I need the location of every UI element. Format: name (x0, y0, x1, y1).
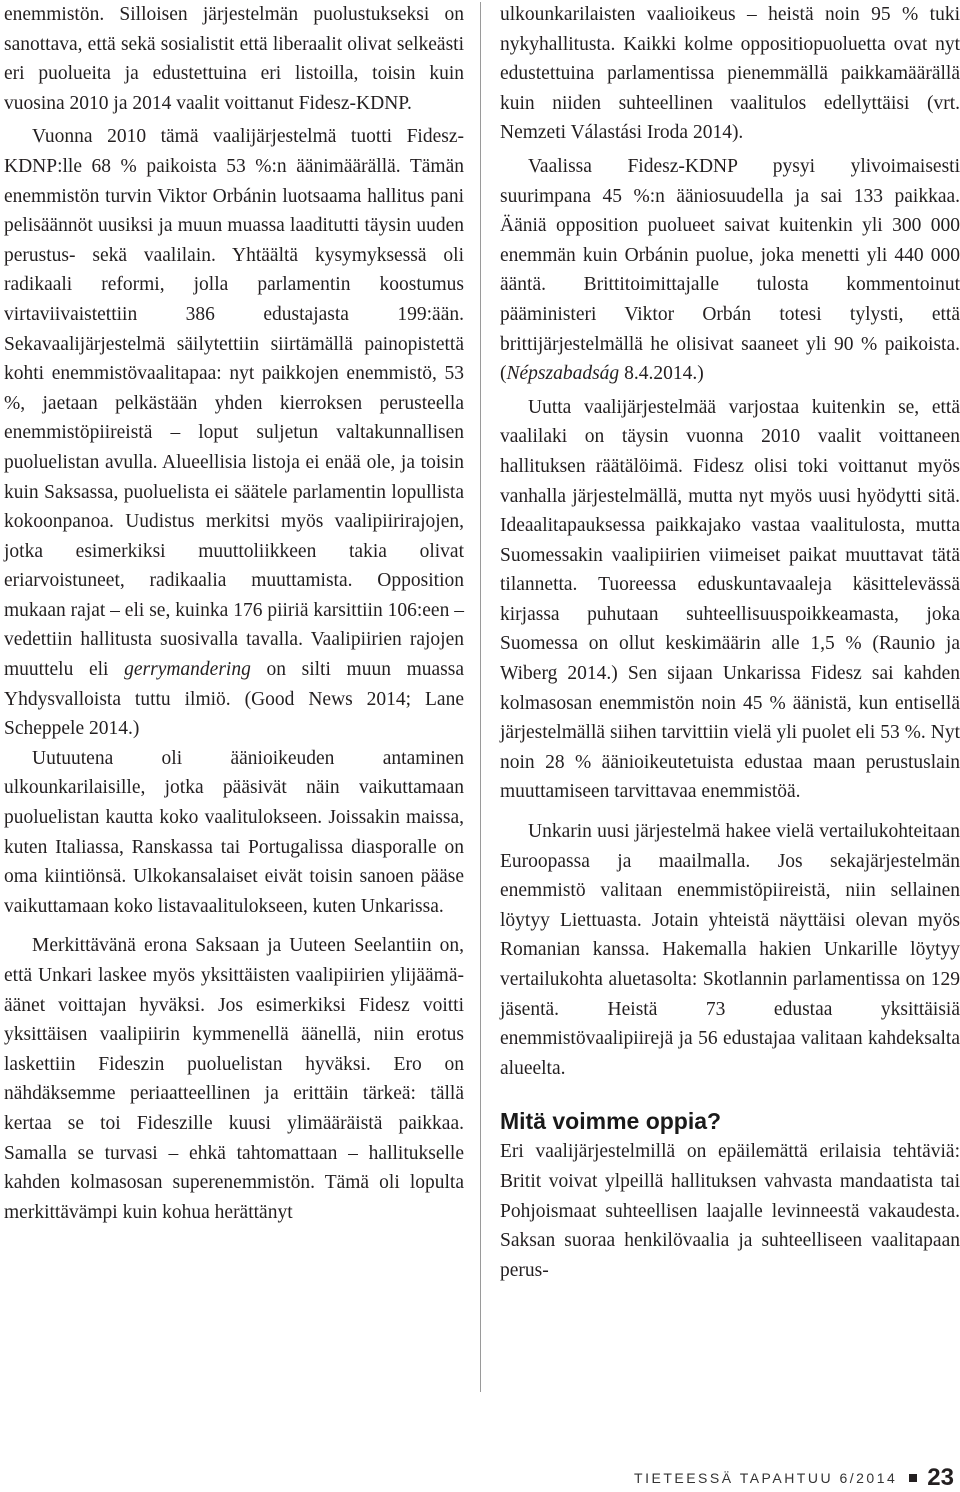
right-paragraph-5: Eri vaalijärjestelmillä on epäilemättä erilaisia tehtäviä: Britit voivat ylpeillä hallituksen vahvasta mandaatista tai Pohjoismaat suhteellisen laajalle levinneestä vakaudesta. Saksan suoraa henkilövaalia ja suhteelliseen vaalitapaan perus- (500, 1141, 960, 1281)
left-paragraph-3: Uutuutena oli äänioikeuden antaminen ulkounkarilaisille, jotka pääsivät näin vaikuttamaan puoluelistan kautta koko vaalitulokseen. Joissakin maissa, kuten Italiassa, Ranskassa tai Portugalissa diasporalle on oma kiintiönsä. Ulkokansalaiset eivät toisin sanoen pääse vaikuttamaan koko listavaalitulokseen, kuten Unkarissa. (4, 747, 464, 917)
section-heading: Mitä voimme oppia? (500, 1108, 722, 1135)
left-column (4, 0, 464, 1227)
column-divider (480, 2, 481, 1392)
right-paragraph-3: Uutta vaalijärjestelmää varjostaa kuitenkin se, että vaalilaki on täysin vuonna 2010 vaalit voittaneen hallituksen räätälöimä. Fidesz olisi toki voittanut myös vanhalla järjestelmällä, mutta nyt myös uusi hyödytti sitä. Ideaalitapauksessa paikkajako vastaa vaalitulosta, mutta Suomessakin vaalipiirien viimeiset paikat muuttavat tätä tilannetta. Tuoreessa eduskuntavaaleja käsittelevässä kirjassa puhutaan suhteellisuuspoikkeamasta, joka Suomessa on ollut keskimäärin alle 1,5 % (Raunio ja Wiberg 2014.) Sen sijaan Unkarissa Fidesz sai kahden kolmasosan enemmistön noin 45 % äänistä, kun entisellä järjestelmällä siihen tarvittiin vielä yli puolet eli 53 %. Nyt noin 28 % äänioikeutetuista edustaa maan perustuslain muuttamiseen tarvittavaa enemmistöä. (500, 396, 960, 803)
right-paragraph-2: Vaalissa Fidesz-KDNP pysyi ylivoimaisesti suurimpana 45 %:n ääniosuudella ja sai 133 paikkaa. Ääniä opposition puolueet saivat kuitenkin yli 300 000 enemmän kuin Orbánin puolue, joka menetti yli 440 000 ääntä. Brittitoimittajalle tulosta kommentoinut pääministeri Viktor Orbán totesi tylysti, että brittijärjestelmällä he olisivat saaneet yli 90 % paikoista. (Népszabadság 8.4.2014.) (500, 155, 960, 385)
right-paragraph-1: ulkounkarilaisten vaalioikeus – heistä noin 95 % tuki nykyhallitusta. Kaikki kolme oppositiopuoluetta ovat nyt edustettuina parlamentissa pienemmällä paikkamäärällä kuin niiden suhteellinen vaalitulos edellyttäisi (vrt. Nemzeti Válastási Iroda 2014). (500, 4, 960, 144)
journal-name: TIETEESSÄ TAPAHTUU 6/2014 (634, 1470, 898, 1486)
left-paragraph-1: enemmistön. Silloisen järjestelmän puolustukseksi on sanottava, että sekä sosialistit että liberaalit olivat selkeästi eri puolueita ja edustettuina eri listoilla, toisin kuin vuosina 2010 ja 2014 vaalit voittanut Fidesz-KDNP. (4, 4, 464, 114)
right-column (500, 0, 960, 1285)
square-bullet-icon (909, 1474, 917, 1482)
page-number: 23 (927, 1464, 954, 1491)
left-paragraph-2: Vuonna 2010 tämä vaalijärjestelmä tuotti Fidesz-KDNP:lle 68 % paikoista 53 %:n äänimäärällä. Tämän enemmistön turvin Viktor Orbánin luotsaama hallitus pani pelisäännöt uusiksi ja muun muassa laaditutti täysin uuden perustus- sekä vaalilain. Yhtäältä kysymyksessä oli radikaali reformi, jolla parlamentin koostumus virtaviivaistettiin 386 edustajasta 199:ään. Sekavaalijärjestelmä säilytettiin siirtämällä painopistettä kohti enemmistövaalitapaa: nyt paikkojen enemmistö, 53 %, jaetaan pelkästään yhden kierroksen perusteella enemmistöpiireistä – loput suljetun valtakunnallisen puoluelistan avulla. Alueellisia listoja ei enää ole, ja toisin kuin Saksassa, puoluelista ei säätele parlamentin lopullista kokoonpanoa. Uudistus merkitsi myös vaalipiirirajojen, jotka esimerkiksi muuttoliikkeen takia olivat eriarvoistuneet, radikaalia muuttamista. Opposition mukaan rajat – eli se, kuinka 176 piiriä karsittiin 106:een – vedettiin hallitusta suosivalla tavalla. Vaalipiirien rajojen muuttelu eli gerrymandering on silti muun muassa Yhdysvalloista tuttu ilmiö. (Good News 2014; Lane Scheppele 2014.) (4, 126, 464, 740)
page-footer (634, 1464, 954, 1492)
right-paragraph-4: Unkarin uusi järjestelmä hakee vielä vertailukohteitaan Euroopassa ja maailmalla. Jos sekajärjestelmän enemmistö valitaan enemmistöpiireistä, niin sellainen löytyy Liettuasta. Jotain yhteistä näyttäisi olevan myös Romanian kanssa. Hakemalla hakien Unkarille löytyy vertailukohta aluetasolta: Skotlannin parlamentissa on 129 jäsentä. Heistä 73 edustaa yksittäisiä enemmistövaalipiirejä ja 56 edustajaa valitaan kahdeksalta alueelta. (500, 821, 960, 1079)
left-paragraph-4: Merkittävänä erona Saksaan ja Uuteen Seelantiin on, että Unkari laskee myös yksittäisten vaalipiirien ylijäämä-äänet voittajan hyväksi. Jos esimerkiksi Fidesz voitti yksittäisen vaalipiirin kymmenellä äänellä, niin erotus laskettiin Fideszin puoluelistan hyväksi. Ero on nähdäksemme periaatteellinen ja erittäin tärkeä: tällä kertaa se toi Fideszille kuusi ylimääräistä paikkaa. Samalla se turvasi – ehkä tahtomattaan – hallitukselle kahden kolmasosan superenemmistön. Tämä oli lopulta merkittävämpi kuin kohua herättänyt (4, 935, 464, 1223)
